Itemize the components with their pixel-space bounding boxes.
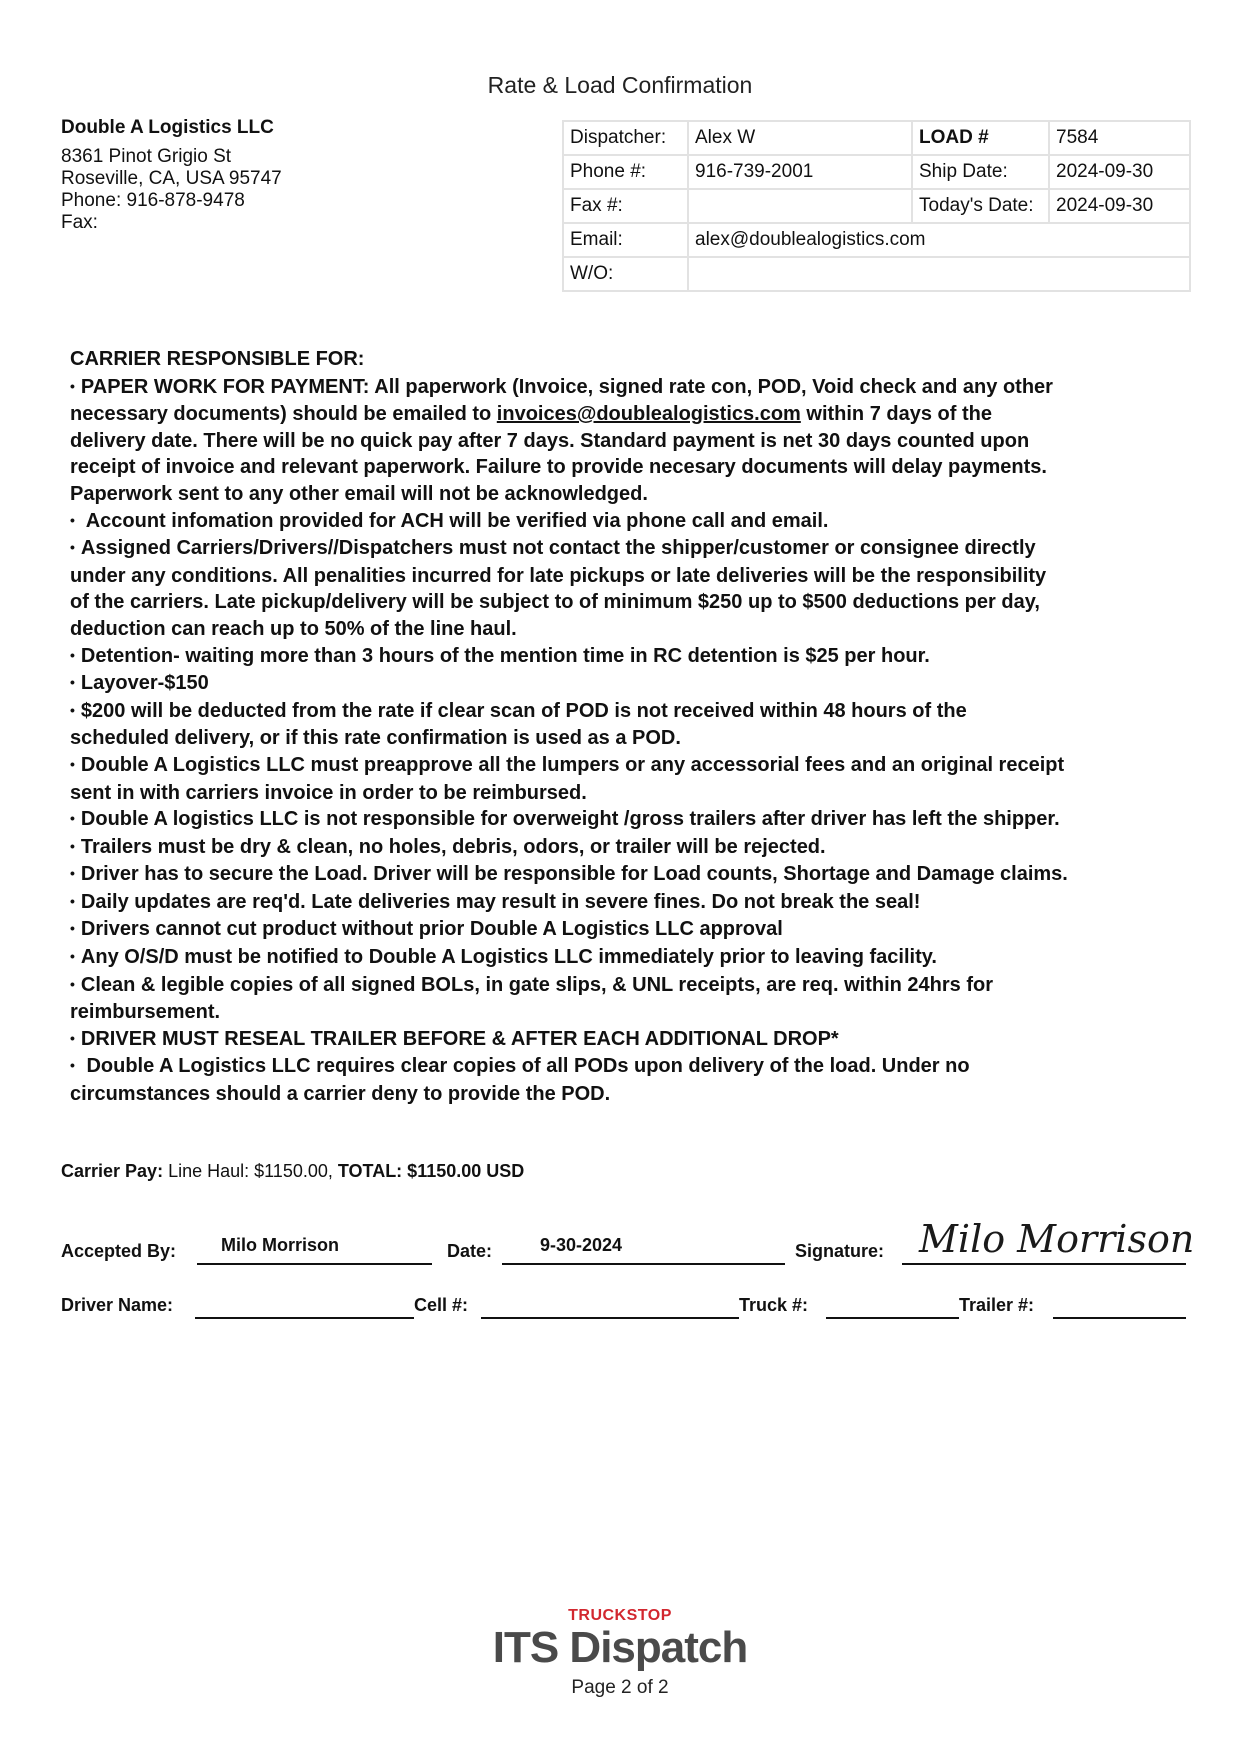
terms-line-text: Any O/S/D must be notified to Double A Logistics LLC immediately prior to leaving facility. <box>80 946 937 969</box>
terms-line-text: PAPER WORK FOR PAYMENT: All paperwork (Invoice, signed rate con, POD, Void check and any other <box>80 375 1053 398</box>
dispatch-info-table <box>562 120 1191 292</box>
terms-bullet-line <box>70 889 1190 917</box>
terms-line-text: Daily updates are req'd. Late deliveries may result in severe fines. Do not break the seal! <box>80 890 921 913</box>
accepted-by-line[interactable] <box>197 1263 432 1265</box>
terms-bullet-line <box>70 374 1190 402</box>
line-haul-amount: Line Haul: $1150.00, <box>163 1161 338 1181</box>
date-value: 9-30-2024 <box>540 1235 623 1255</box>
terms-bullet-line <box>70 752 1190 780</box>
info-row-dispatcher <box>563 121 1190 155</box>
phone-value: 916-739-2001 <box>688 155 912 189</box>
terms-continuation-line <box>70 401 1190 428</box>
terms-bullet-line <box>70 1026 1190 1054</box>
wo-label: W/O: <box>563 257 688 291</box>
cell-label: Cell #: <box>414 1295 469 1315</box>
terms-bullet-line <box>70 944 1190 972</box>
terms-bullet-line <box>70 972 1190 1000</box>
accepted-by-label: Accepted By: <box>61 1241 177 1261</box>
terms-bullet-line <box>70 861 1190 889</box>
terms-continuation-line <box>70 780 1190 807</box>
terms-line-text: DRIVER MUST RESEAL TRAILER BEFORE & AFTER EACH ADDITIONAL DROP* <box>80 1027 839 1050</box>
terms-line-text: Paperwork sent to any other email will not be acknowledged. <box>70 482 648 505</box>
cell-line[interactable] <box>481 1317 739 1319</box>
terms-continuation-line <box>70 563 1190 590</box>
company-phone: Phone: 916-878-9478 <box>61 190 245 211</box>
info-row-fax <box>563 189 1190 223</box>
email-value[interactable]: alex@doublealogistics.com <box>688 223 1190 257</box>
terms-list <box>70 374 1190 1108</box>
terms-line-text: Double A logistics LLC is not responsible for overweight /gross trailers after driver has left the shipper. <box>80 808 1060 831</box>
carrier-pay-label: Carrier Pay: <box>61 1161 164 1181</box>
company-address-line1: 8361 Pinot Grigio St <box>61 146 232 167</box>
terms-line-text: necessary documents) should be emailed to <box>70 403 497 426</box>
company-address-line2: Roseville, CA, USA 95747 <box>61 168 282 189</box>
info-row-wo <box>563 257 1190 291</box>
terms-continuation-line <box>70 481 1190 508</box>
company-block <box>61 117 282 234</box>
truck-line[interactable] <box>826 1317 959 1319</box>
terms-line-text: Driver has to secure the Load. Driver will be responsible for Load counts, Shortage and Damage claims. <box>80 863 1068 886</box>
terms-bullet-line <box>70 834 1190 862</box>
total-amount: TOTAL: $1150.00 USD <box>337 1161 525 1181</box>
terms-line-text: receipt of invoice and relevant paperwork. Failure to provide necesary documents will delay payments. <box>70 456 1047 479</box>
terms-continuation-line <box>70 616 1190 643</box>
terms-line-text: Drivers cannot cut product without prior Double A Logistics LLC approval <box>80 918 783 941</box>
terms-line-text: sent in with carriers invoice in order to be reimbursed. <box>70 781 587 804</box>
ship-date-value: 2024-09-30 <box>1049 155 1190 189</box>
trailer-line[interactable] <box>1053 1317 1186 1319</box>
load-number-label: LOAD # <box>912 121 1049 155</box>
wo-value <box>688 257 1190 291</box>
terms-line-text: circumstances should a carrier deny to provide the POD. <box>70 1083 611 1106</box>
terms-line-text: Detention- waiting more than 3 hours of the mention time in RC detention is $25 per hour. <box>80 644 930 667</box>
company-fax: Fax: <box>61 212 98 233</box>
terms-line-text: within 7 days of the <box>800 403 992 426</box>
email-label: Email: <box>563 223 688 257</box>
page-number: Page 2 of 2 <box>571 1677 669 1698</box>
invoices-email-link[interactable]: invoices@doublealogistics.com <box>496 403 801 426</box>
accepted-by-value: Milo Morrison <box>221 1235 339 1255</box>
phone-label: Phone #: <box>563 155 688 189</box>
terms-line-text: $200 will be deducted from the rate if clear scan of POD is not received within 48 hours of the <box>80 699 967 722</box>
driver-name-label: Driver Name: <box>61 1295 174 1315</box>
signature-label: Signature: <box>795 1241 885 1261</box>
company-name: Double A Logistics LLC <box>61 117 274 138</box>
terms-line-text: Trailers must be dry & clean, no holes, debris, odors, or trailer will be rejected. <box>80 835 826 858</box>
terms-bullet-line <box>70 670 1190 698</box>
terms-line-text: of the carriers. Late pickup/delivery will be subject to of minimum $250 up to $500 deductions per day, <box>70 591 1040 614</box>
driver-name-line[interactable] <box>195 1317 414 1319</box>
terms-continuation-line <box>70 589 1190 616</box>
ship-date-label: Ship Date: <box>912 155 1049 189</box>
terms-line-text: delivery date. There will be no quick pay after 7 days. Standard payment is net 30 days counted upon <box>70 429 1030 452</box>
terms-continuation-line <box>70 725 1190 752</box>
terms-bullet-line <box>70 698 1190 726</box>
terms-line-text: scheduled delivery, or if this rate confirmation is used as a POD. <box>70 727 681 750</box>
load-number-value: 7584 <box>1049 121 1190 155</box>
document-title: Rate & Load Confirmation <box>487 72 753 98</box>
fax-label: Fax #: <box>563 189 688 223</box>
terms-bullet-line <box>70 535 1190 563</box>
terms-continuation-line <box>70 1081 1190 1108</box>
info-row-email <box>563 223 1190 257</box>
info-row-phone <box>563 155 1190 189</box>
signature-script: Milo Morrison <box>919 1217 1195 1261</box>
terms-line-text: Clean & legible copies of all signed BOLs, in gate slips, & UNL receipts, are req. within 24hrs for <box>80 973 993 996</box>
terms-bullet-line <box>70 1053 1190 1081</box>
terms-continuation-line <box>70 999 1190 1026</box>
carrier-pay <box>61 1161 524 1182</box>
terms-line-text: Assigned Carriers/Drivers//Dispatchers must not contact the shipper/customer or consignee directly <box>80 537 1036 560</box>
dispatcher-value: Alex W <box>688 121 912 155</box>
terms-bullet-line <box>70 643 1190 671</box>
signature-image <box>915 1210 1195 1265</box>
terms-bullet-line <box>70 508 1190 536</box>
terms-line-text: deduction can reach up to 50% of the line haul. <box>70 617 517 640</box>
terms-line-text: Double A Logistics LLC requires clear copies of all PODs upon delivery of the load. Under no <box>80 1055 970 1078</box>
terms-continuation-line <box>70 454 1190 481</box>
terms-line-text: under any conditions. All penalities incurred for late pickups or late deliveries will be the responsibility <box>70 564 1047 587</box>
truck-label: Truck #: <box>739 1295 809 1315</box>
dispatcher-label: Dispatcher: <box>563 121 688 155</box>
its-dispatch-logo: ITS Dispatch <box>492 1623 748 1672</box>
terms-line-text: reimbursement. <box>70 1001 221 1024</box>
terms-continuation-line <box>70 428 1190 455</box>
fax-value <box>688 189 912 223</box>
terms-bullet-line <box>70 916 1190 944</box>
terms-line-text: Double A Logistics LLC must preapprove all the lumpers or any accessorial fees and an original receipt <box>80 753 1065 776</box>
date-label: Date: <box>447 1241 493 1261</box>
carrier-terms <box>70 346 1190 1108</box>
todays-date-label: Today's Date: <box>912 189 1049 223</box>
terms-line-text: Account infomation provided for ACH will be verified via phone call and email. <box>80 509 829 532</box>
trailer-label: Trailer #: <box>959 1295 1035 1315</box>
terms-bullet-line <box>70 806 1190 834</box>
terms-line-text: Layover-$150 <box>80 672 209 695</box>
truckstop-logo-text: TRUCKSTOP <box>568 1607 672 1624</box>
terms-heading: CARRIER RESPONSIBLE FOR: <box>70 348 365 370</box>
date-line[interactable] <box>502 1263 785 1265</box>
todays-date-value: 2024-09-30 <box>1049 189 1190 223</box>
